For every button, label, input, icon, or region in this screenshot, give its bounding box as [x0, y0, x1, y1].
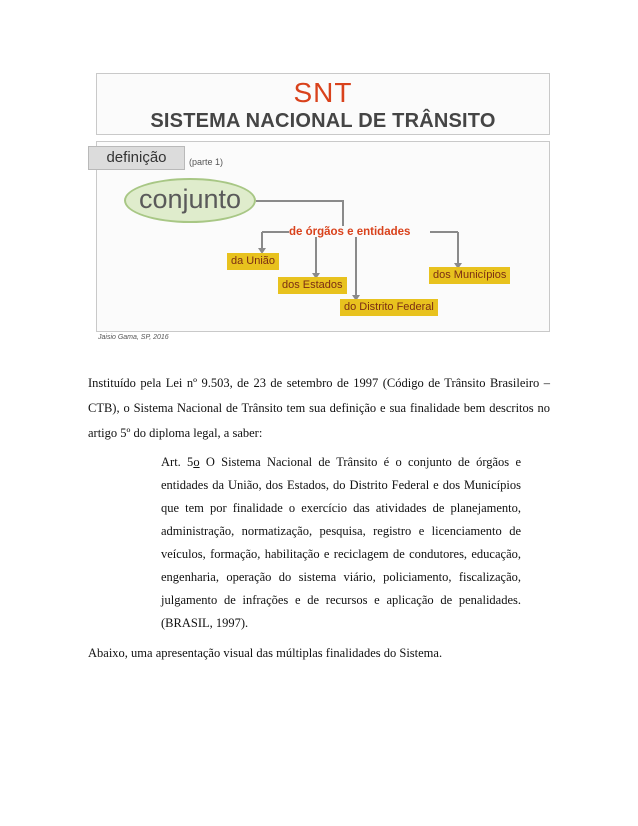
- title-full: SISTEMA NACIONAL DE TRÂNSITO: [150, 110, 496, 132]
- entity-distrito-federal: do Distrito Federal: [340, 299, 438, 316]
- quote-prefix: Art. 5: [161, 455, 194, 469]
- quote-ordinal: o: [193, 455, 200, 469]
- central-term-oval: conjunto: [124, 178, 256, 223]
- intro-paragraph: Instituído pela Lei nº 9.503, de 23 de setembro de 1997 (Código de Trânsito Brasileiro – CTB), o Sistema Nacional de Trânsito tem sua definição e sua finalidade bem descritos no artigo 5º do diploma legal, a saber:: [88, 376, 550, 440]
- quote-body: O Sistema Nacional de Trânsito é o conjunto de órgãos e entidades da União, dos Estados, do Distrito Federal e dos Municípios que tem por finalidade o exercício das atividades de planejamento, administração, normatização, pesquisa, registro e licenciamento de veículos, formação, habilitação e reciclagem de condutores, educação, engenharia, operação do sistema viário, policiamento, fiscalização, julgamento de infrações e de recursos e aplicação de penalidades. (BRASIL, 1997).: [161, 455, 521, 630]
- title-abbrev: SNT: [293, 77, 353, 108]
- branch-label: de órgãos e entidades: [289, 226, 411, 238]
- definition-tag: definição: [88, 146, 185, 170]
- entity-municipios: dos Municípios: [429, 267, 510, 284]
- part-note: (parte 1): [189, 157, 224, 167]
- law-quote: [161, 451, 521, 635]
- entity-estados: dos Estados: [278, 277, 347, 294]
- snt-figure: [0, 0, 638, 345]
- closing-paragraph: Abaixo, uma apresentação visual das múltiplas finalidades do Sistema.: [88, 646, 443, 660]
- figure-credit: Jaisio Gama, SP, 2016: [98, 334, 169, 341]
- connector-oval: [256, 201, 343, 226]
- entity-uniao: da União: [227, 253, 279, 270]
